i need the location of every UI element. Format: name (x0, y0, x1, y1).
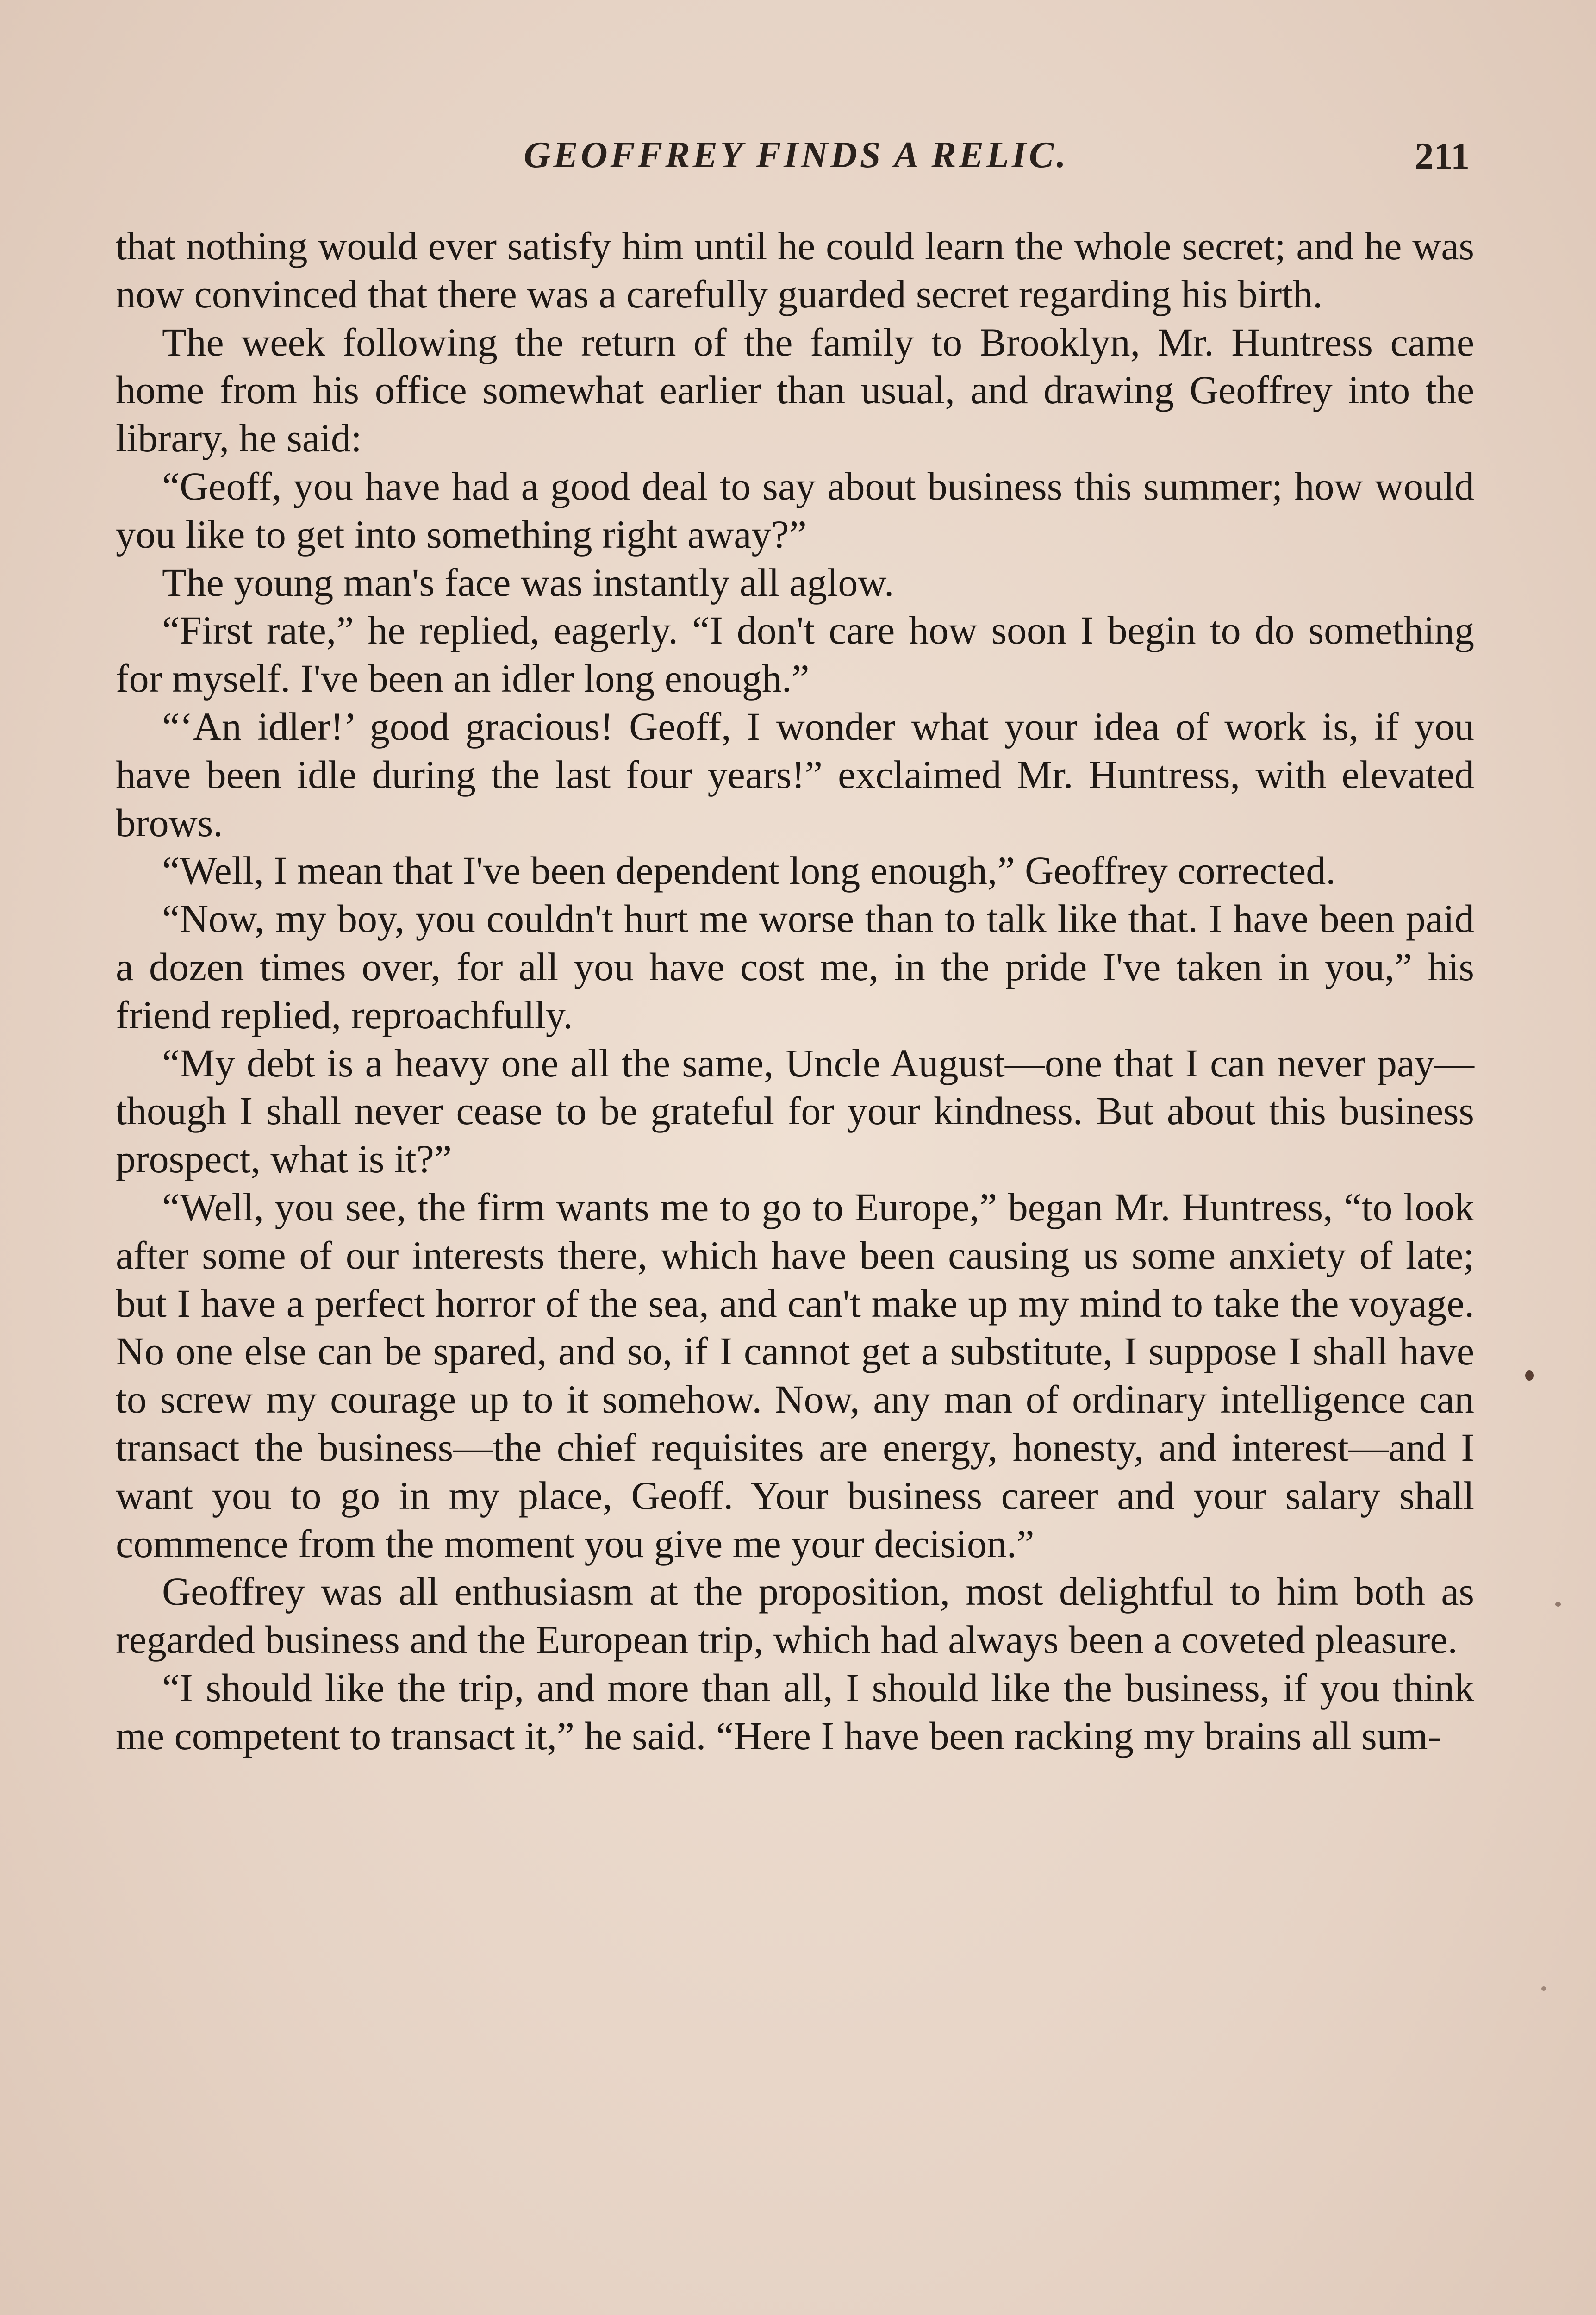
paper-speck (1541, 1986, 1546, 1991)
paragraph: that nothing would ever satisfy him until he could learn the whole secret; and he was now convinced that there was a carefully guarded secret regarding his birth. (116, 224, 1474, 316)
page-number: 211 (1415, 135, 1470, 177)
paragraph: The week following the return of the family to Brooklyn, Mr. Huntress came home from his office somewhat earlier than usual, and drawing Geoffrey into the library, he said: (116, 319, 1474, 461)
paper-speck (1525, 1370, 1534, 1381)
paragraph: “Now, my boy, you couldn't hurt me worse than to talk like that. I have been paid a dozen times over, for all you have cost me, in the pride I've taken in you,” his friend replied, reproachfully. (116, 896, 1474, 1037)
paragraph: “My debt is a heavy one all the same, Uncle August—one that I can never pay—though I shall never cease to be grateful for your kindness. But about this business prospect, what is it?” (116, 1040, 1474, 1182)
paper-speck (1555, 1602, 1561, 1607)
paragraph: “Well, I mean that I've been dependent long enough,” Geoffrey corrected. (162, 848, 1336, 893)
paragraph: “First rate,” he replied, eagerly. “I don't care how soon I begin to do something for myself. I've been an idler long enough.” (116, 608, 1474, 701)
paragraph: “Geoff, you have had a good deal to say about business this summer; how would you like to get into something right away?” (116, 463, 1474, 557)
paragraph: Geoffrey was all enthusiasm at the proposition, most delightful to him both as regarded business and the European trip, which had always been a coveted pleasure. (116, 1569, 1474, 1662)
running-head (118, 134, 1474, 185)
paragraph: “I should like the trip, and more than all, I should like the business, if you think me competent to transact it,” he said. “Here I have been racking my brains all sum- (116, 1665, 1474, 1758)
body-text (116, 222, 1474, 1760)
paragraph: “‘An idler!’ good gracious! Geoff, I wonder what your idea of work is, if you have been idle during the last four years!” exclaimed Mr. Huntress, with elevated brows. (116, 704, 1474, 845)
paragraph: The young man's face was instantly all aglow. (162, 560, 894, 605)
running-title: GEOFFREY FINDS A RELIC. (524, 135, 1069, 175)
paragraph: “Well, you see, the firm wants me to go to Europe,” began Mr. Huntress, “to look after some of our interests there, which have been causing us some anxiety of late; but I have a perfect horror of the sea, and can't make up my mind to take the voyage. No one else can be spared, and so, if I cannot get a substitute, I suppose I shall have to screw my courage up to it somehow. Now, any man of ordinary intelligence can transact the business—the chief requisites are energy, honesty, and interest—and I want you to go in my place, Geoff. Your business career and your salary shall commence from the moment you give me your decision.” (116, 1184, 1474, 1566)
